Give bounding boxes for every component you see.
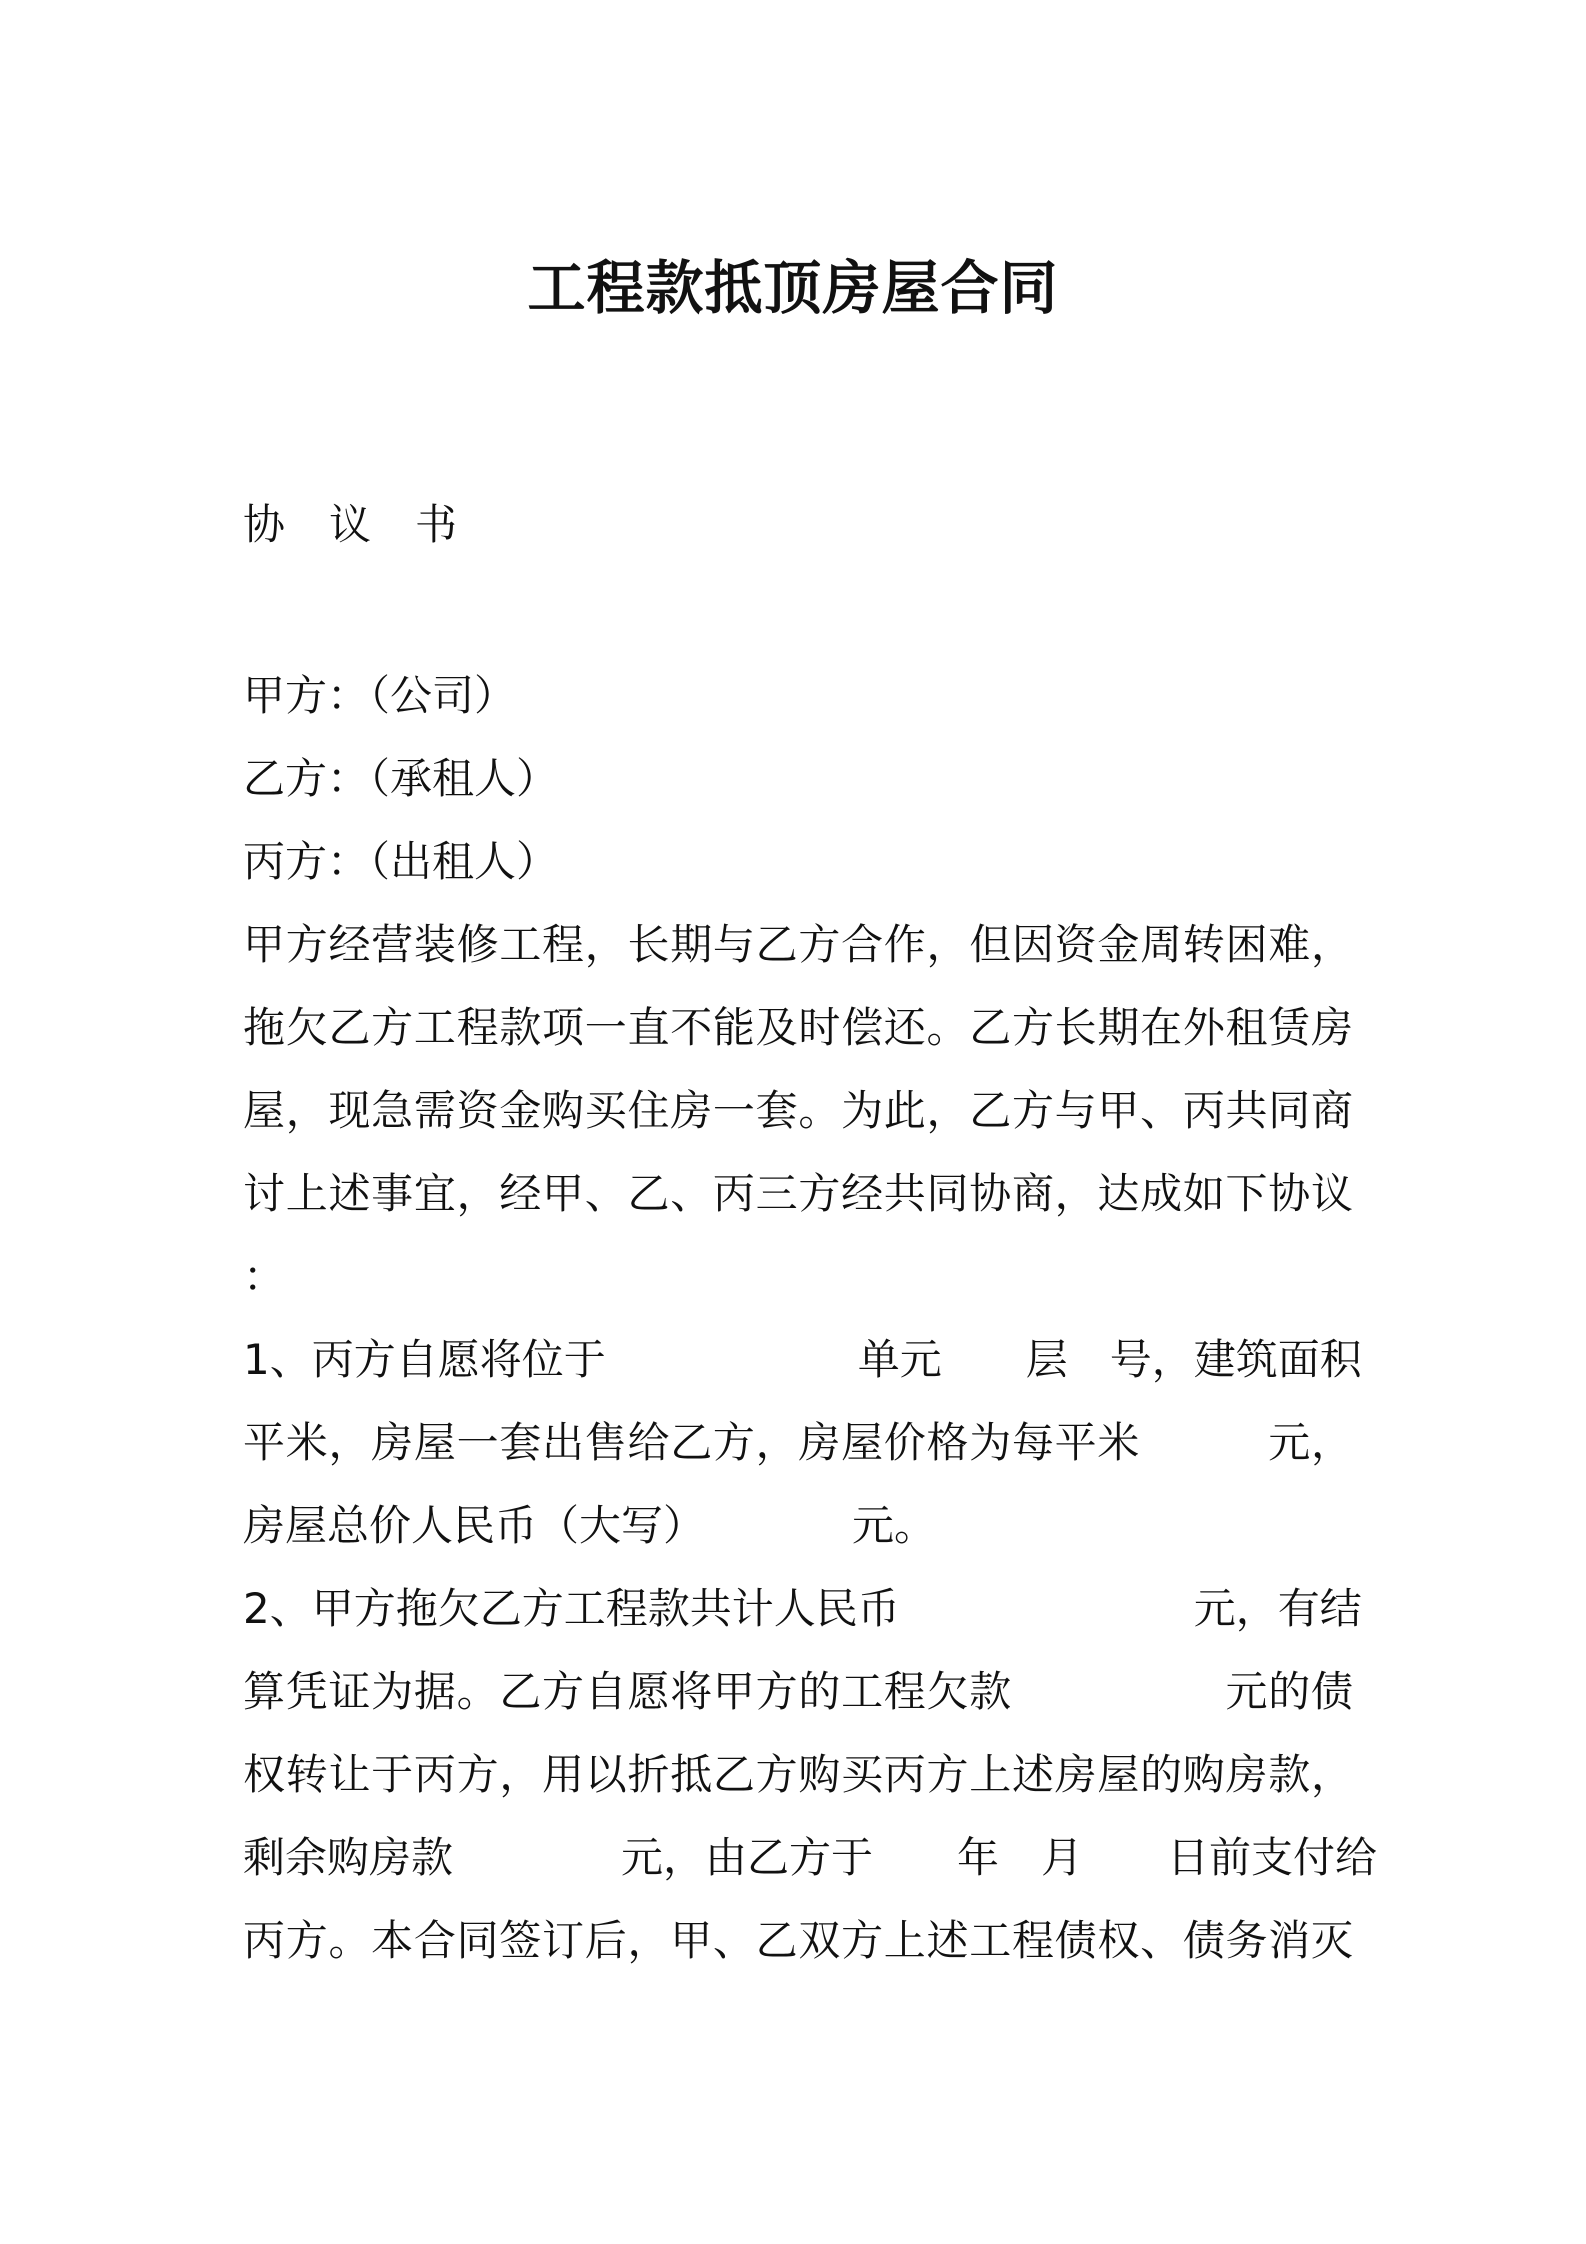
body-line: 拖欠乙方工程款项一直不能及时偿还。乙方长期在外租赁房 [243,1003,1353,1052]
document-title: 工程款抵顶房屋合同 [527,254,1059,322]
clause-2-line: 丙方。本合同签订后，甲、乙双方上述工程债权、债务消灭 [243,1916,1353,1965]
clause-2-line: 2、甲方拖欠乙方工程款共计人民币 元，有结 [243,1584,1362,1633]
body-line: 甲方经营装修工程，长期与乙方合作，但因资金周转困难， [243,920,1353,969]
clause-2-line: 算凭证为据。乙方自愿将甲方的工程欠款 元的债 [243,1667,1353,1716]
body-line: 屋，现急需资金购买住房一套。为此，乙方与甲、丙共同商 [243,1086,1353,1135]
clause-2-line: 权转让于丙方，用以折抵乙方购买丙方上述房屋的购房款， [243,1750,1353,1799]
party-b-line: 乙方：（承租人） [243,754,559,803]
clause-1-line: 平米，房屋一套出售给乙方，房屋价格为每平米 元， [243,1418,1353,1467]
clause-1-line: 房屋总价人民币（大写） 元。 [243,1501,937,1550]
clause-1-line: 1、丙方自愿将位于 单元 层 号，建筑面积 [243,1335,1362,1384]
body-line: 讨上述事宜，经甲、乙、丙三方经共同协商，达成如下协议 [243,1169,1353,1218]
clause-2-line: 剩余购房款 元，由乙方于 年 月 日前支付给 [243,1833,1378,1882]
party-c-line: 丙方：（出租人） [243,837,559,886]
party-a-line: 甲方：（公司） [243,671,517,720]
body-line: ： [243,1252,286,1301]
agreement-heading: 协议书 [243,500,502,549]
